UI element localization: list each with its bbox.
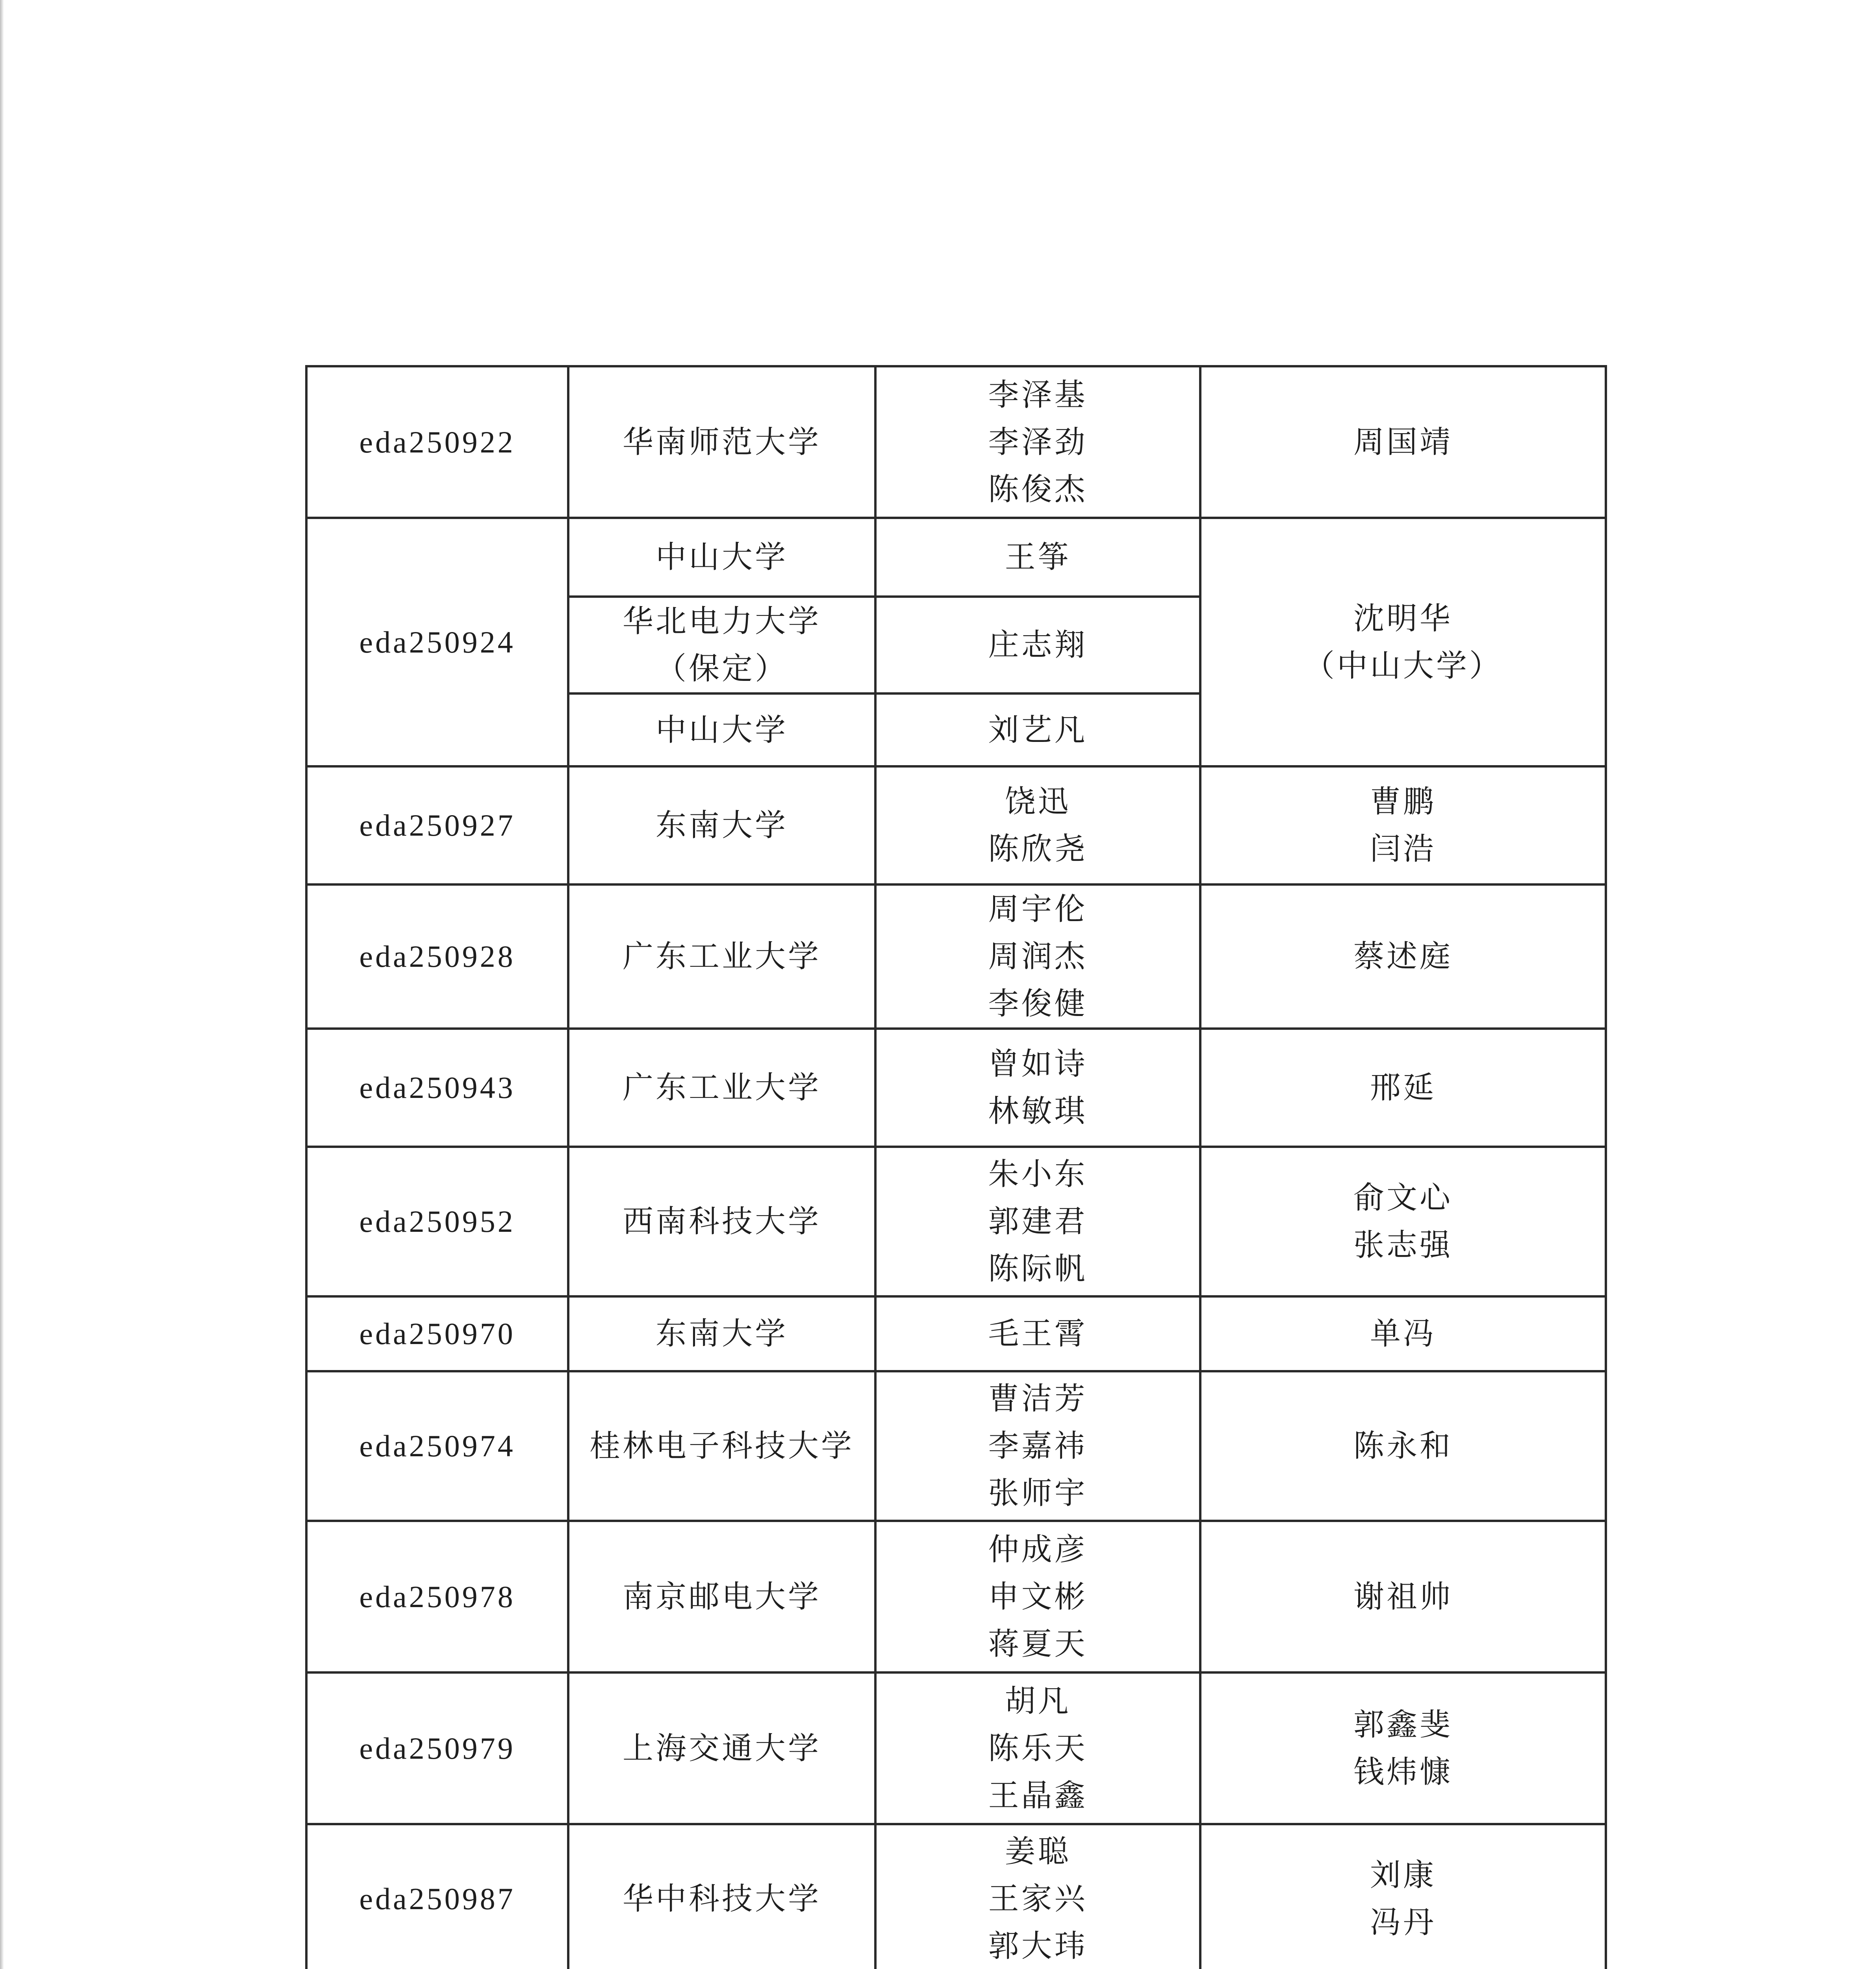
- members-cell: [875, 1147, 1200, 1296]
- advisor-cell: [1200, 1371, 1606, 1521]
- table-row: [306, 1296, 1606, 1371]
- cell-line: 中山大学: [655, 712, 788, 748]
- table-row: [306, 1147, 1606, 1296]
- cell-line: 李俊健: [988, 986, 1088, 1022]
- team-id-cell: eda250979: [306, 1672, 568, 1824]
- cell-line: 广东工业大学: [622, 1070, 821, 1105]
- cell-line: 邢延: [1370, 1070, 1436, 1105]
- cell-line: 东南大学: [655, 808, 788, 843]
- team-id-cell: eda250952: [306, 1147, 568, 1296]
- cell-line: 饶迅: [1005, 784, 1071, 819]
- cell-line: 李泽基: [988, 377, 1088, 413]
- cell-line: 张师宇: [988, 1476, 1088, 1511]
- cell-line: 上海交通大学: [622, 1730, 821, 1766]
- advisor-cell: [1200, 518, 1606, 766]
- advisor-cell: [1200, 766, 1606, 884]
- cell-line: 蔡述庭: [1353, 939, 1453, 974]
- school-cell: [568, 1371, 875, 1521]
- cell-line: 冯丹: [1370, 1905, 1436, 1940]
- cell-line: 刘艺凡: [988, 712, 1088, 748]
- team-id-cell: eda250974: [306, 1371, 568, 1521]
- table-row: [306, 1029, 1606, 1147]
- cell-line: 曹洁芳: [988, 1381, 1088, 1416]
- cell-line: 谢祖帅: [1353, 1579, 1453, 1615]
- award-table: [305, 365, 1607, 1969]
- school-cell: [568, 1147, 875, 1296]
- school-cell: [568, 1824, 875, 1969]
- cell-line: 毛王霄: [988, 1316, 1088, 1352]
- cell-line: 王晶鑫: [988, 1778, 1088, 1813]
- school-cell: [568, 597, 875, 693]
- table-row: [306, 1371, 1606, 1521]
- members-cell: [875, 1824, 1200, 1969]
- cell-line: 沈明华: [1353, 601, 1453, 636]
- members-cell: [875, 597, 1200, 693]
- cell-line: 陈欣尧: [988, 831, 1088, 867]
- team-id-cell: eda250924: [306, 518, 568, 766]
- cell-line: 陈际帆: [988, 1251, 1088, 1287]
- school-cell: [568, 693, 875, 766]
- advisor-cell: [1200, 1521, 1606, 1672]
- team-id-cell: eda250922: [306, 366, 568, 518]
- advisor-cell: [1200, 1672, 1606, 1824]
- cell-line: 单冯: [1370, 1316, 1436, 1352]
- cell-line: 钱炜慷: [1353, 1754, 1453, 1790]
- advisor-cell: [1200, 1147, 1606, 1296]
- cell-line: 林敏琪: [988, 1094, 1088, 1129]
- team-id-cell: eda250928: [306, 884, 568, 1029]
- members-cell: [875, 518, 1200, 597]
- cell-line: 王筝: [1005, 540, 1071, 575]
- table-row: [306, 1672, 1606, 1824]
- cell-line: 申文彬: [988, 1579, 1088, 1615]
- advisor-cell: [1200, 366, 1606, 518]
- table-row: [306, 366, 1606, 518]
- cell-line: 陈永和: [1353, 1428, 1453, 1464]
- cell-line: 陈俊杰: [988, 471, 1088, 507]
- cell-line: 王家兴: [988, 1881, 1088, 1917]
- table-row: [306, 1824, 1606, 1969]
- cell-line: 广东工业大学: [622, 939, 821, 974]
- cell-line: 朱小东: [988, 1157, 1088, 1192]
- school-cell: [568, 1672, 875, 1824]
- members-cell: [875, 1029, 1200, 1147]
- award-table-body: [306, 366, 1606, 1969]
- school-cell: [568, 884, 875, 1029]
- team-id-cell: eda250970: [306, 1296, 568, 1371]
- members-cell: [875, 1521, 1200, 1672]
- cell-line: 桂林电子科技大学: [589, 1428, 854, 1464]
- cell-line: 张志强: [1353, 1227, 1453, 1263]
- members-cell: [875, 1371, 1200, 1521]
- advisor-cell: [1200, 1824, 1606, 1969]
- members-cell: [875, 1672, 1200, 1824]
- advisor-cell: [1200, 884, 1606, 1029]
- school-cell: [568, 1521, 875, 1672]
- members-cell: [875, 693, 1200, 766]
- table-row: [306, 518, 1606, 597]
- cell-line: 仲成彦: [988, 1531, 1088, 1567]
- cell-line: 郭鑫斐: [1353, 1707, 1453, 1743]
- table-row: [306, 766, 1606, 884]
- cell-line: 俞文心: [1353, 1180, 1453, 1216]
- team-id-cell: eda250987: [306, 1824, 568, 1969]
- members-cell: [875, 1296, 1200, 1371]
- school-cell: [568, 518, 875, 597]
- cell-line: 刘康: [1370, 1858, 1436, 1893]
- cell-line: 郭建君: [988, 1204, 1088, 1239]
- cell-line: （保定）: [655, 651, 788, 686]
- cell-line: 曾如诗: [988, 1046, 1088, 1082]
- school-cell: [568, 766, 875, 884]
- advisor-cell: [1200, 1296, 1606, 1371]
- members-cell: [875, 884, 1200, 1029]
- cell-line: 周宇伦: [988, 892, 1088, 927]
- cell-line: 曹鹏: [1370, 784, 1436, 819]
- cell-line: 李嘉祎: [988, 1428, 1088, 1464]
- cell-line: 李泽劲: [988, 424, 1088, 460]
- cell-line: 陈乐天: [988, 1730, 1088, 1766]
- school-cell: [568, 366, 875, 518]
- scan-edge: [0, 0, 4, 1969]
- team-id-cell: eda250943: [306, 1029, 568, 1147]
- cell-line: 胡凡: [1005, 1683, 1071, 1719]
- cell-line: 郭大玮: [988, 1928, 1088, 1964]
- cell-line: 庄志翔: [988, 627, 1088, 663]
- cell-line: 东南大学: [655, 1316, 788, 1352]
- cell-line: 闫浩: [1370, 831, 1436, 867]
- team-id-cell: eda250978: [306, 1521, 568, 1672]
- cell-line: 蒋夏天: [988, 1626, 1088, 1662]
- members-cell: [875, 766, 1200, 884]
- cell-line: 华南师范大学: [622, 424, 821, 460]
- cell-line: 华北电力大学: [622, 604, 821, 639]
- team-id-cell: eda250927: [306, 766, 568, 884]
- cell-line: 南京邮电大学: [622, 1579, 821, 1615]
- cell-line: 周国靖: [1353, 424, 1453, 460]
- table-row: [306, 1521, 1606, 1672]
- table-row: [306, 884, 1606, 1029]
- cell-line: 周润杰: [988, 939, 1088, 974]
- cell-line: 中山大学: [655, 540, 788, 575]
- advisor-cell: [1200, 1029, 1606, 1147]
- cell-line: 华中科技大学: [622, 1881, 821, 1917]
- school-cell: [568, 1296, 875, 1371]
- school-cell: [568, 1029, 875, 1147]
- cell-line: （中山大学）: [1303, 648, 1502, 684]
- cell-line: 西南科技大学: [622, 1204, 821, 1239]
- members-cell: [875, 366, 1200, 518]
- cell-line: 姜聪: [1005, 1834, 1071, 1869]
